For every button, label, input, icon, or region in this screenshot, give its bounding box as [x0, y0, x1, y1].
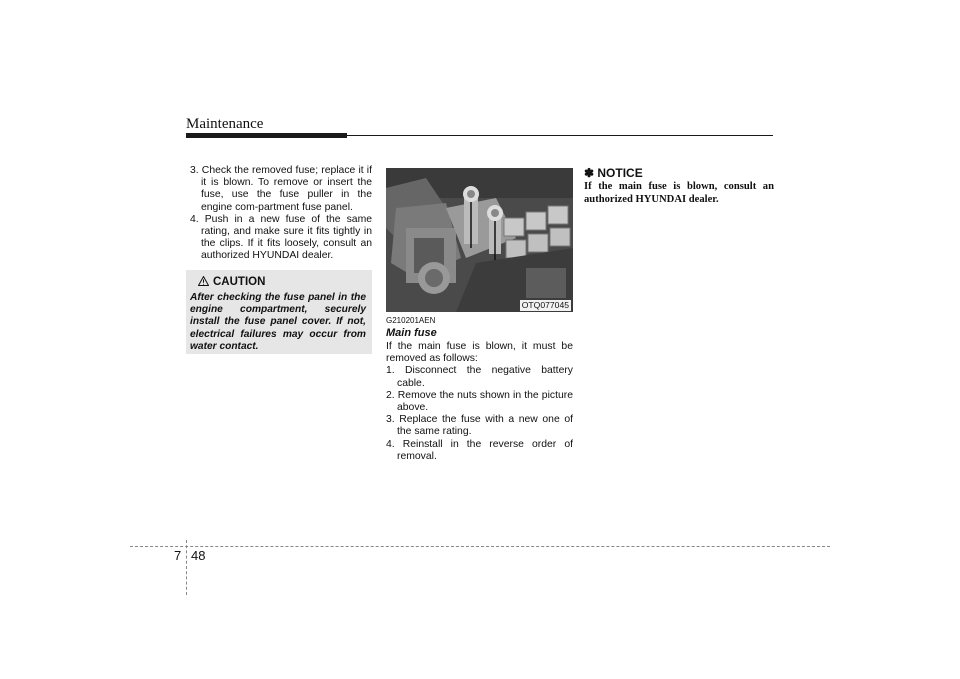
caution-heading	[198, 276, 265, 288]
image-code: OTQ077045	[521, 300, 569, 310]
section-code: G210201AEN	[386, 316, 436, 325]
step-3: 3. Check the removed fuse; replace it if it is blown. To remove or insert the fuse, use the fuse puller in the engine com-partment fuse panel.	[190, 165, 372, 213]
main-fuse-step-1: 1. Disconnect the negative battery cable.	[386, 365, 573, 389]
fuse-check-steps	[190, 165, 372, 263]
main-fuse-intro: If the main fuse is blown, it must be removed as follows:	[386, 341, 573, 365]
header-rule-thick	[186, 133, 347, 138]
header-rule-thin	[347, 135, 773, 136]
fuse-box-illustration	[386, 168, 573, 312]
main-fuse-body	[386, 341, 573, 463]
notice-heading: ✽ NOTICE	[584, 166, 643, 180]
footer-divider	[186, 540, 187, 595]
warning-triangle-icon	[198, 276, 209, 286]
main-fuse-photo	[386, 168, 573, 312]
caution-box	[186, 270, 372, 354]
section-title: Main fuse	[386, 327, 437, 339]
main-fuse-step-2: 2. Remove the nuts shown in the picture above.	[386, 389, 573, 414]
page-header-title: Maintenance	[186, 116, 264, 132]
notice-text: If the main fuse is blown, consult an authorized HYUNDAI dealer.	[584, 181, 774, 205]
chapter-number: 7	[174, 548, 182, 563]
page-number: 48	[191, 548, 206, 563]
main-fuse-steps	[386, 365, 573, 463]
caution-text: After checking the fuse panel in the engine compartment, securely install the fuse panel cover. If not, electrical failures may occur from water contact.	[190, 292, 366, 352]
main-fuse-step-4: 4. Reinstall in the reverse order of removal.	[386, 438, 573, 462]
left-column	[190, 165, 372, 263]
caution-title: CAUTION	[213, 276, 266, 288]
footer-rule	[130, 546, 830, 547]
main-fuse-step-3: 3. Replace the fuse with a new one of the same rating.	[386, 414, 573, 438]
step-4: 4. Push in a new fuse of the same rating, and make sure it fits tightly in the clips. If it fits loosely, consult an authorized HYUNDAI dealer.	[190, 213, 372, 262]
